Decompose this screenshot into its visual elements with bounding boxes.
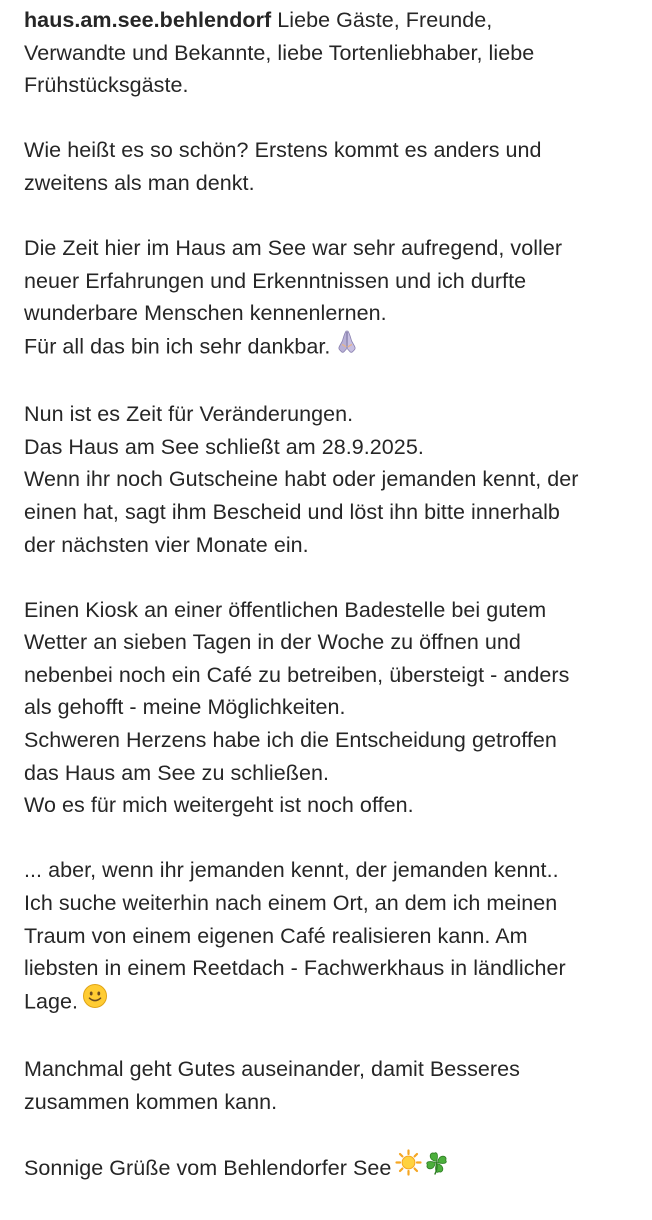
caption-paragraph-time-here <box>24 232 634 365</box>
caption-line: ... aber, wenn ihr jemanden kennt, der jemanden kennt.. <box>24 858 559 883</box>
caption-text: Liebe Gäste, Freunde, <box>277 8 493 32</box>
caption-line: Ich suche weiterhin nach einem Ort, an dem ich meinen <box>24 891 558 916</box>
caption-line: einen hat, sagt ihm Bescheid und löst ihn bitte innerhalb <box>24 499 560 524</box>
caption-line: Schweren Herzens habe ich die Entscheidung getroffen <box>24 728 557 753</box>
caption-line: Traum von einem eigenen Café realisieren kann. Am <box>24 923 528 948</box>
four-leaf-clover-icon <box>423 1149 450 1186</box>
caption-line: Verwandte und Bekannte, liebe Tortenliebhaber, liebe <box>24 40 535 65</box>
caption-paragraph-closing-notice <box>24 398 634 561</box>
caption-paragraph-dream-cafe <box>24 854 634 1020</box>
caption-line: wunderbare Menschen kennenlernen. <box>24 301 387 326</box>
caption-line: Wenn ihr noch Gutscheine habt oder jemanden kennt, der <box>24 467 579 492</box>
caption-line: Frühstücksgäste. <box>24 73 189 98</box>
caption-line: Manchmal geht Gutes auseinander, damit Besseres <box>24 1057 520 1081</box>
praying-hands-icon <box>334 328 360 364</box>
caption-line: neuer Erfahrungen und Erkenntnissen und ich durfte <box>24 268 527 293</box>
caption-line: das Haus am See zu schließen. <box>24 760 329 785</box>
caption-line <box>24 330 634 366</box>
caption-line: Einen Kiosk an einer öffentlichen Badestelle bei gutem <box>24 597 547 622</box>
slightly-smiling-face-icon <box>82 983 108 1019</box>
caption-line: als gehofft - meine Möglichkeiten. <box>24 695 346 720</box>
caption-line: Die Zeit hier im Haus am See war sehr aufregend, voller <box>24 236 563 261</box>
caption-paragraph-kiosk <box>24 594 634 822</box>
caption-line: zweitens als man denkt. <box>24 170 255 195</box>
caption-line <box>24 4 634 37</box>
caption-line: Wo es für mich weitergeht ist noch offen. <box>24 793 414 818</box>
caption-line: Das Haus am See schließt am 28.9.2025. <box>24 434 424 459</box>
caption-line: zusammen kommen kann. <box>24 1089 278 1114</box>
caption-line: Wie heißt es so schön? Erstens kommt es anders und <box>24 138 542 163</box>
caption-text: Für all das bin ich sehr dankbar. <box>24 334 331 359</box>
caption-line <box>24 1151 634 1188</box>
caption-line: liebsten in einem Reetdach - Fachwerkhaus in ländlicher <box>24 956 566 981</box>
caption-paragraph-greeting <box>24 4 634 102</box>
caption-line: nebenbei noch ein Café zu betreiben, übersteigt - anders <box>24 662 570 687</box>
sun-icon <box>395 1149 422 1186</box>
username-link[interactable]: haus.am.see.behlendorf <box>24 8 272 32</box>
caption-paragraph-signoff <box>24 1151 634 1188</box>
caption-line: Wetter an sieben Tagen in der Woche zu öffnen und <box>24 630 521 655</box>
post-caption <box>24 4 634 1220</box>
caption-line <box>24 985 634 1021</box>
caption-text: Sonnige Grüße vom Behlendorfer See <box>24 1155 392 1180</box>
caption-text: Lage. <box>24 989 79 1014</box>
caption-paragraph-saying <box>24 134 634 199</box>
caption-paragraph-saying-end <box>24 1053 634 1118</box>
caption-line: Nun ist es Zeit für Veränderungen. <box>24 402 354 427</box>
caption-line: der nächsten vier Monate ein. <box>24 532 309 557</box>
